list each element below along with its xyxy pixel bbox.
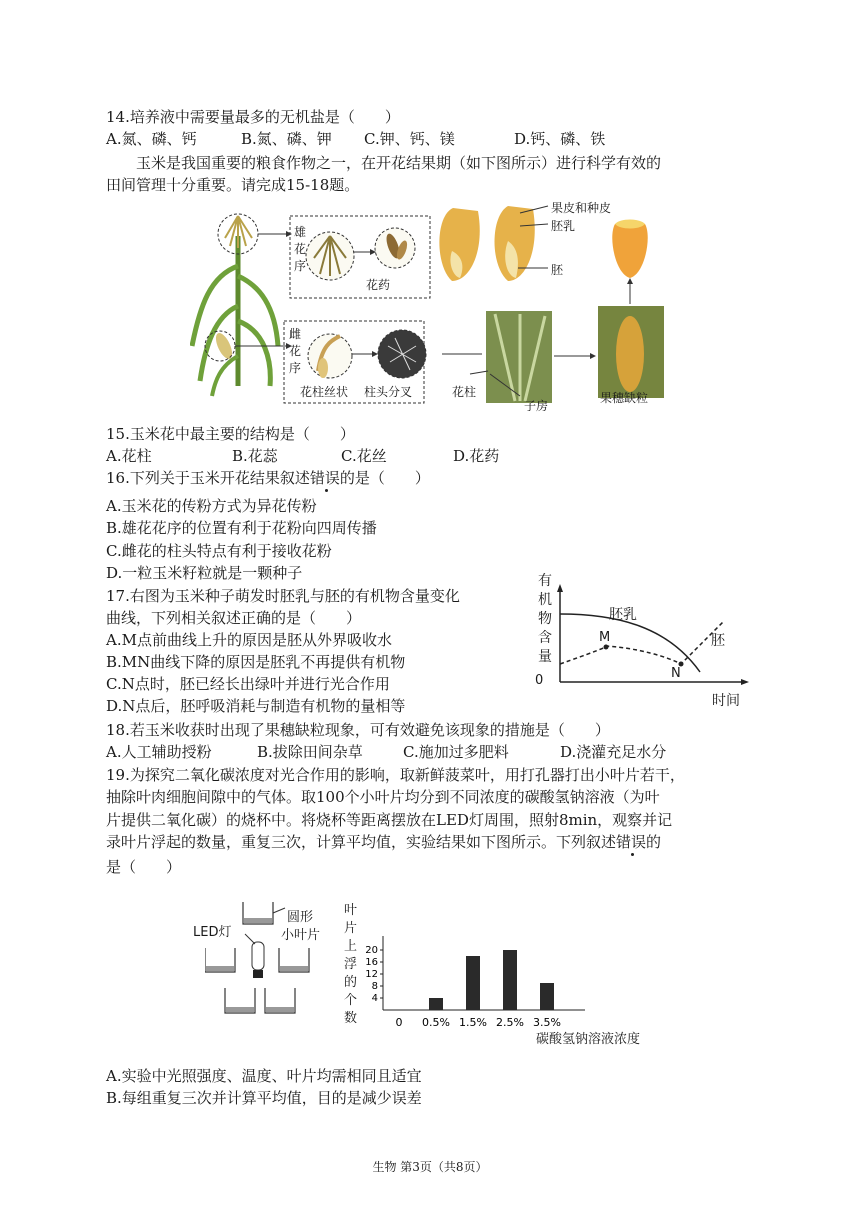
leaf-label-line2: 小叶片 [281,928,321,943]
q17-option-b: B.MN曲线下降的原因是胚乳不再提供有机物 [106,653,406,671]
leaf-label-line1: 圆形 [287,910,314,925]
q14-stem: 14.培养液中需要量最多的无机盐是（ ） [106,108,400,126]
q14-option-b: B.氮、磷、钾 [241,130,332,148]
bar-chart-category-label: 0 [395,1016,403,1029]
bar-chart-bar [466,956,480,1010]
corn-plant-illustration [192,216,278,396]
q19-line2: 抽除叶肉细胞间隙中的气体。取100个小叶片均分到不同浓度的碳酸氢钠溶液（为叶 [106,788,660,806]
bar-chart-ytick-label: 16 [365,957,378,968]
q17-stem-line2: 曲线，下列相关叙述正确的是（ ） [106,609,362,627]
female-inflorescence-label: 雌 花 序 [289,327,302,375]
male-inflorescence-label: 雄 花 序 [294,225,307,273]
intro-line2: 田间管理十分重要。请完成15-18题。 [106,176,360,194]
q18-option-c: C.施加过多肥料 [403,743,509,761]
page-footer: 生物 第3页（共8页） [372,1160,488,1174]
q19-option-a: A.实验中光照强度、温度、叶片均需相同且适宜 [106,1067,422,1085]
q17-point-m [604,645,609,650]
q15-option-b: B.花蕊 [232,447,278,465]
q19-line3: 片提供二氧化碳）的烧杯中。将烧杯等距离摆放在LED灯周围，照射8min，观察并记 [106,811,673,829]
endosperm-label: 胚乳 [551,219,576,233]
q17-m-label: M [599,630,611,645]
q16-option-a: A.玉米花的传粉方式为异花传粉 [106,497,317,515]
q15-option-c: C.花丝 [341,447,387,465]
q17-n-label: N [671,666,681,681]
silk-label: 花柱丝状 [300,385,349,399]
q15-option-a: A.花柱 [106,447,152,465]
stigma-split-label: 柱头分叉 [364,385,413,399]
missing-kernels-label: 果穗缺粒 [600,391,649,405]
q17-option-a: A.M点前曲线上升的原因是胚从外界吸收水 [106,631,392,649]
q19-line4: 录叶片浮起的数量，重复三次，计算平均值，实验结果如下图所示。下列叙述错误的 [106,833,662,851]
q15-options [106,446,499,466]
bar-chart-category-label: 3.5% [533,1016,561,1029]
bar-chart-xlabel: 碳酸氢钠溶液浓度 [536,1032,641,1047]
bar-chart-ytick-label: 4 [371,993,378,1004]
bar-chart-category-label: 1.5% [459,1016,487,1029]
q19-line5: 是（ ） [106,858,182,876]
pericarp-label: 果皮和种皮 [551,201,612,215]
q17-xlabel: 时间 [712,693,740,709]
bar-chart-category-label: 0.5% [422,1016,450,1029]
bar-chart-bar [503,950,517,1010]
q17-option-c: C.N点时，胚已经长出绿叶并进行光合作用 [106,675,390,693]
bar-chart-ylabel: 叶 片 上 浮 的 个 数 [344,903,358,1026]
led-label: LED灯 [193,925,232,940]
q16-option-b: B.雄花花序的位置有利于花粉向四周传播 [106,519,377,537]
anther-label: 花药 [366,278,391,292]
q18-option-b: B.拔除田间杂草 [257,743,363,761]
style-label: 花柱 [452,385,477,399]
q17-stem-line1: 17.右图为玉米种子萌发时胚乳与胚的有机物含量变化 [106,587,460,605]
q17-embryo-label: 胚 [711,633,725,649]
q18-option-d: D.浇灌充足水分 [560,743,667,761]
bar-chart-category-label: 2.5% [496,1016,524,1029]
intro-line1: 玉米是我国重要的粮食作物之一，在开花结果期（如下图所示）进行科学有效的 [136,154,662,172]
q14-option-d: D.钙、磷、铁 [514,130,606,148]
q18-options [106,742,666,762]
q17-endosperm-label: 胚乳 [609,607,637,623]
q18-stem: 18.若玉米收获时出现了果穗缺粒现象，可有效避免该现象的措施是（ ） [106,721,610,739]
q19-line1: 19.为探究二氧化碳浓度对光合作用的影响，取新鲜菠菜叶，用打孔器打出小叶片若干， [106,766,685,784]
q17-origin: 0 [535,673,544,688]
q18-option-a: A.人工辅助授粉 [106,743,212,761]
corn-flowering-figure [190,196,680,408]
bar-chart-bar [429,998,443,1010]
q16-stem: 16.下列关于玉米开花结果叙述错误的是（ ） [106,469,430,487]
bar-chart-bar [540,983,554,1010]
q19-emphasis: 错误 [616,833,647,851]
q15-option-d: D.花药 [453,447,500,465]
q16-option-d: D.一粒玉米籽粒就是一颗种子 [106,564,303,582]
q17-option-d: D.N点后，胚呼吸消耗与制造有机物的量相等 [106,697,406,715]
q14-option-c: C.钾、钙、镁 [364,130,455,148]
bar-chart-ytick-label: 20 [365,945,378,956]
q19-option-b: B.每组重复三次并计算平均值，目的是减少误差 [106,1089,422,1107]
q16-option-c: C.雌花的柱头特点有利于接收花粉 [106,542,332,560]
q17-ylabel: 有 机 物 含 量 [538,573,552,665]
bar-chart-ytick-label: 8 [371,981,378,992]
ovary-label: 子房 [524,399,549,413]
q15-stem: 15.玉米花中最主要的结构是（ ） [106,425,355,443]
q14-options [106,129,605,149]
bar-chart-ytick-label: 12 [365,969,378,980]
led-lamp-icon [252,942,264,978]
q16-emphasis: 错误 [309,469,340,487]
embryo-label: 胚 [551,263,564,277]
q17-embryo-curve [560,622,723,664]
q14-option-a: A.氮、磷、钙 [106,130,197,148]
